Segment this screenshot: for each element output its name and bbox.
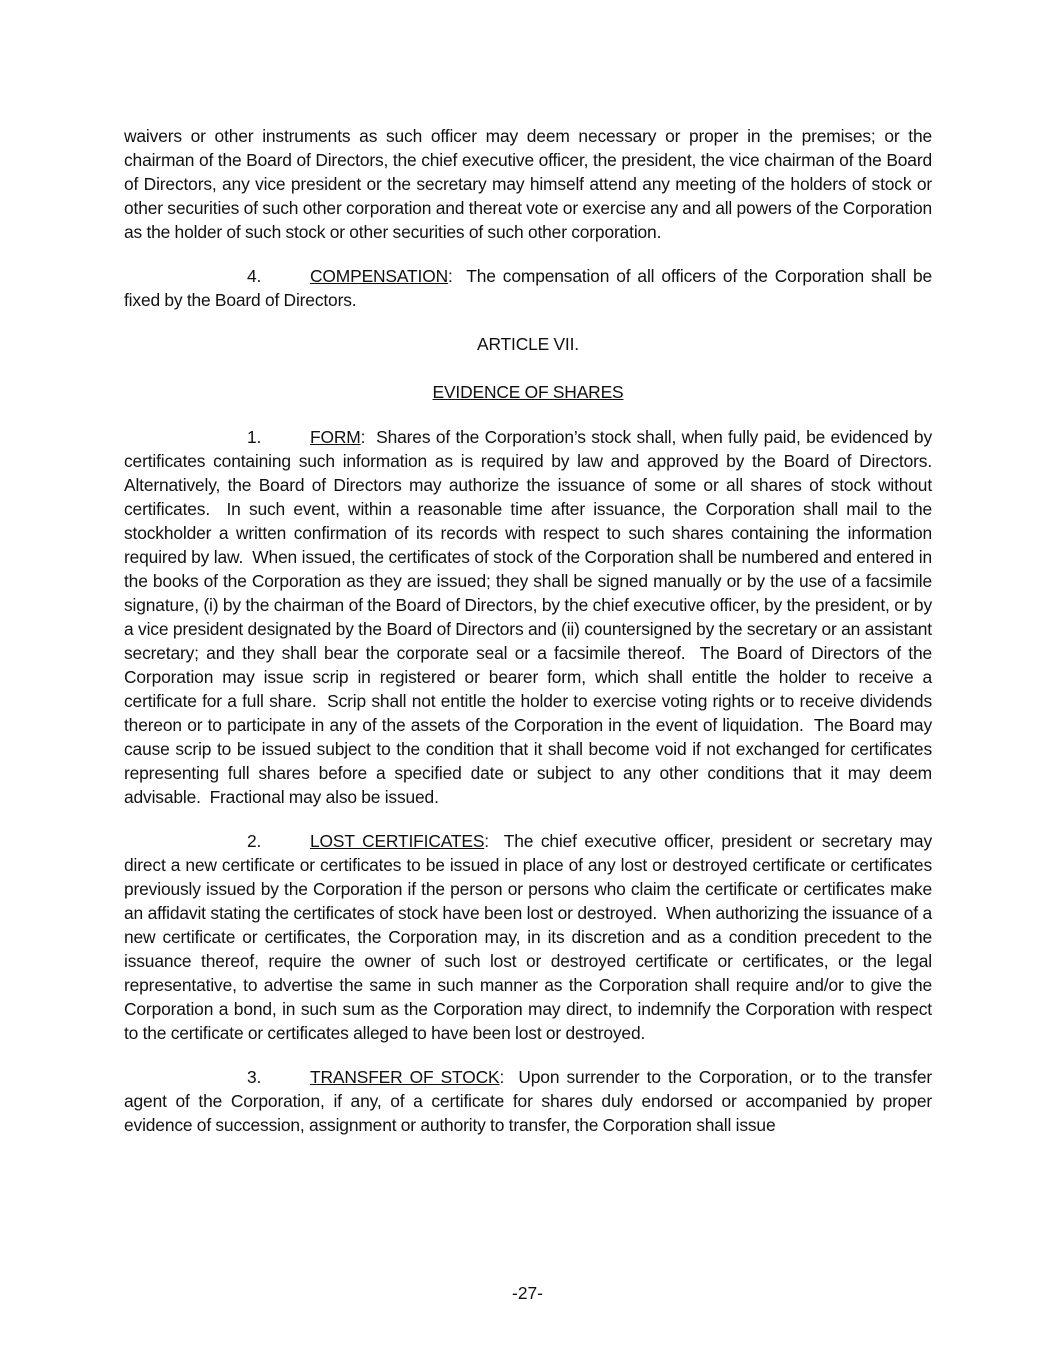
section-text: Upon surrender to the Corporation, or to the transfer agent of the Corporation, if any, of a certificate for shares duly endorsed or accompanied by proper evidence of succession, assignment or authority to transfer, the Corporation shall issue: [124, 1067, 937, 1135]
section-heading: TRANSFER OF STOCK: [310, 1067, 500, 1087]
document-page: [124, 124, 941, 1137]
section-heading: COMPENSATION: [310, 266, 448, 286]
continuation-paragraph: waivers or other instruments as such officer may deem necessary or proper in the premises; or the chairman of the Board of Directors, the chief executive officer, the president, the vice chairman of the Board of Directors, any vice president or the secretary may himself attend any meeting of the holders of stock or other securities of such other corporation and thereat vote or exercise any and all powers of the Corporation as the holder of such stock or other securities of such other corporation.: [124, 126, 932, 242]
section-text: The compensation of all officers of the Corporation shall be fixed by the Board of Directors.: [124, 266, 937, 310]
section-text: The chief executive officer, president or secretary may direct a new certificate or certificates to be issued in place of any lost or destroyed certificate or certificates previously issued by the Corporation if the person or persons who claim the certificate or certificates make an affidavit stating the certificates of stock have been lost or destroyed. When authorizing the issuance of a new certificate or certificates, the Corporation may, in its discretion and as a condition precedent to the issuance thereof, require the owner of such lost or destroyed certificate or certificates, or the legal representative, to advertise the same in such manner as the Corporation shall require and/or to give the Corporation a bond, in such sum as the Corporation may direct, to indemnify the Corporation with respect to the certificate or certificates alleged to have been lost or destroyed.: [124, 831, 937, 1043]
article-title: ARTICLE VII.: [477, 334, 579, 354]
section-number: 3.: [247, 1067, 262, 1087]
section-heading: LOST CERTIFICATES: [310, 831, 485, 851]
section-number: 1.: [247, 427, 262, 447]
section-transfer-of-stock: 3. TRANSFER OF STOCK: Upon surrender to the Corporation, or to the transfer agent of the Corporation, if any, of a certificate for shares duly endorsed or accompanied by proper evidence of succession, assignment or authority to transfer, the Corporation shall issue: [124, 1067, 937, 1135]
section-number: 2.: [247, 831, 262, 851]
section-form: 1. FORM: Shares of the Corporation’s stock shall, when fully paid, be evidenced by certificates containing such information as is required by law and approved by the Board of Directors. Alternatively, the Board of Directors may authorize the issuance of some or all shares of stock without certificates. In such event, within a reasonable time after issuance, the Corporation shall mail to the stockholder a written confirmation of its records with respect to such shares containing the information required by law. When issued, the certificates of stock of the Corporation shall be numbered and entered in the books of the Corporation as they are issued; they shall be signed manually or by the use of a facsimile signature, (i) by the chairman of the Board of Directors, by the chief executive officer, by the president, or by a vice president designated by the Board of Directors and (ii) countersigned by the secretary or an assistant secretary; and they shall bear the corporate seal or a facsimile thereof. The Board of Directors of the Corporation may issue scrip in registered or bearer form, which shall entitle the holder to receive a certificate for a full share. Scrip shall not entitle the holder to exercise voting rights or to receive dividends thereon or to participate in any of the assets of the Corporation in the event of liquidation. The Board may cause scrip to be issued subject to the condition that it shall become void if not exchanged for certificates representing full shares before a specified date or subject to any other conditions that it may deem advisable. Fractional may also be issued.: [124, 427, 941, 807]
section-text: Shares of the Corporation’s stock shall, when fully paid, be evidenced by certificates containing such information as is required by law and approved by the Board of Directors. Alternatively, the Board of Directors may authorize the issuance of some or all shares of stock without certificates. In such event, within a reasonable time after issuance, the Corporation shall mail to the stockholder a written confirmation of its records with respect to such shares containing the information required by law. When issued, the certificates of stock of the Corporation shall be numbered and entered in the books of the Corporation as they are issued; they shall be signed manually or by the use of a facsimile signature, (i) by the chairman of the Board of Directors, by the chief executive officer, by the president, or by a vice president designated by the Board of Directors and (ii) countersigned by the secretary or an assistant secretary; and they shall bear the corporate seal or a facsimile thereof. The Board of Directors of the Corporation may issue scrip in registered or bearer form, which shall entitle the holder to receive a certificate for a full share. Scrip shall not entitle the holder to exercise voting rights or to receive dividends thereon or to participate in any of the assets of the Corporation in the event of liquidation. The Board may cause scrip to be issued subject to the condition that it shall become void if not exchanged for certificates representing full shares before a specified date or subject to any other conditions that it may deem advisable. Fractional may also be issued.: [124, 427, 941, 807]
compensation-paragraph: 4. COMPENSATION: The compensation of all officers of the Corporation shall be fixed by the Board of Directors.: [124, 266, 937, 310]
section-number: 4.: [247, 266, 262, 286]
section-heading: FORM: [310, 427, 361, 447]
section-lost-certificates: 2. LOST CERTIFICATES: The chief executive officer, president or secretary may direct a new certificate or certificates to be issued in place of any lost or destroyed certificate or certificates previously issued by the Corporation if the person or persons who claim the certificate or certificates make an affidavit stating the certificates of stock have been lost or destroyed. When authorizing the issuance of a new certificate or certificates, the Corporation may, in its discretion and as a condition precedent to the issuance thereof, require the owner of such lost or destroyed certificate or certificates, or the legal representative, to advertise the same in such manner as the Corporation shall require and/or to give the Corporation a bond, in such sum as the Corporation may direct, to indemnify the Corporation with respect to the certificate or certificates alleged to have been lost or destroyed.: [124, 831, 937, 1043]
page-number: -27-: [512, 1283, 543, 1303]
article-subtitle: EVIDENCE OF SHARES: [432, 382, 624, 402]
